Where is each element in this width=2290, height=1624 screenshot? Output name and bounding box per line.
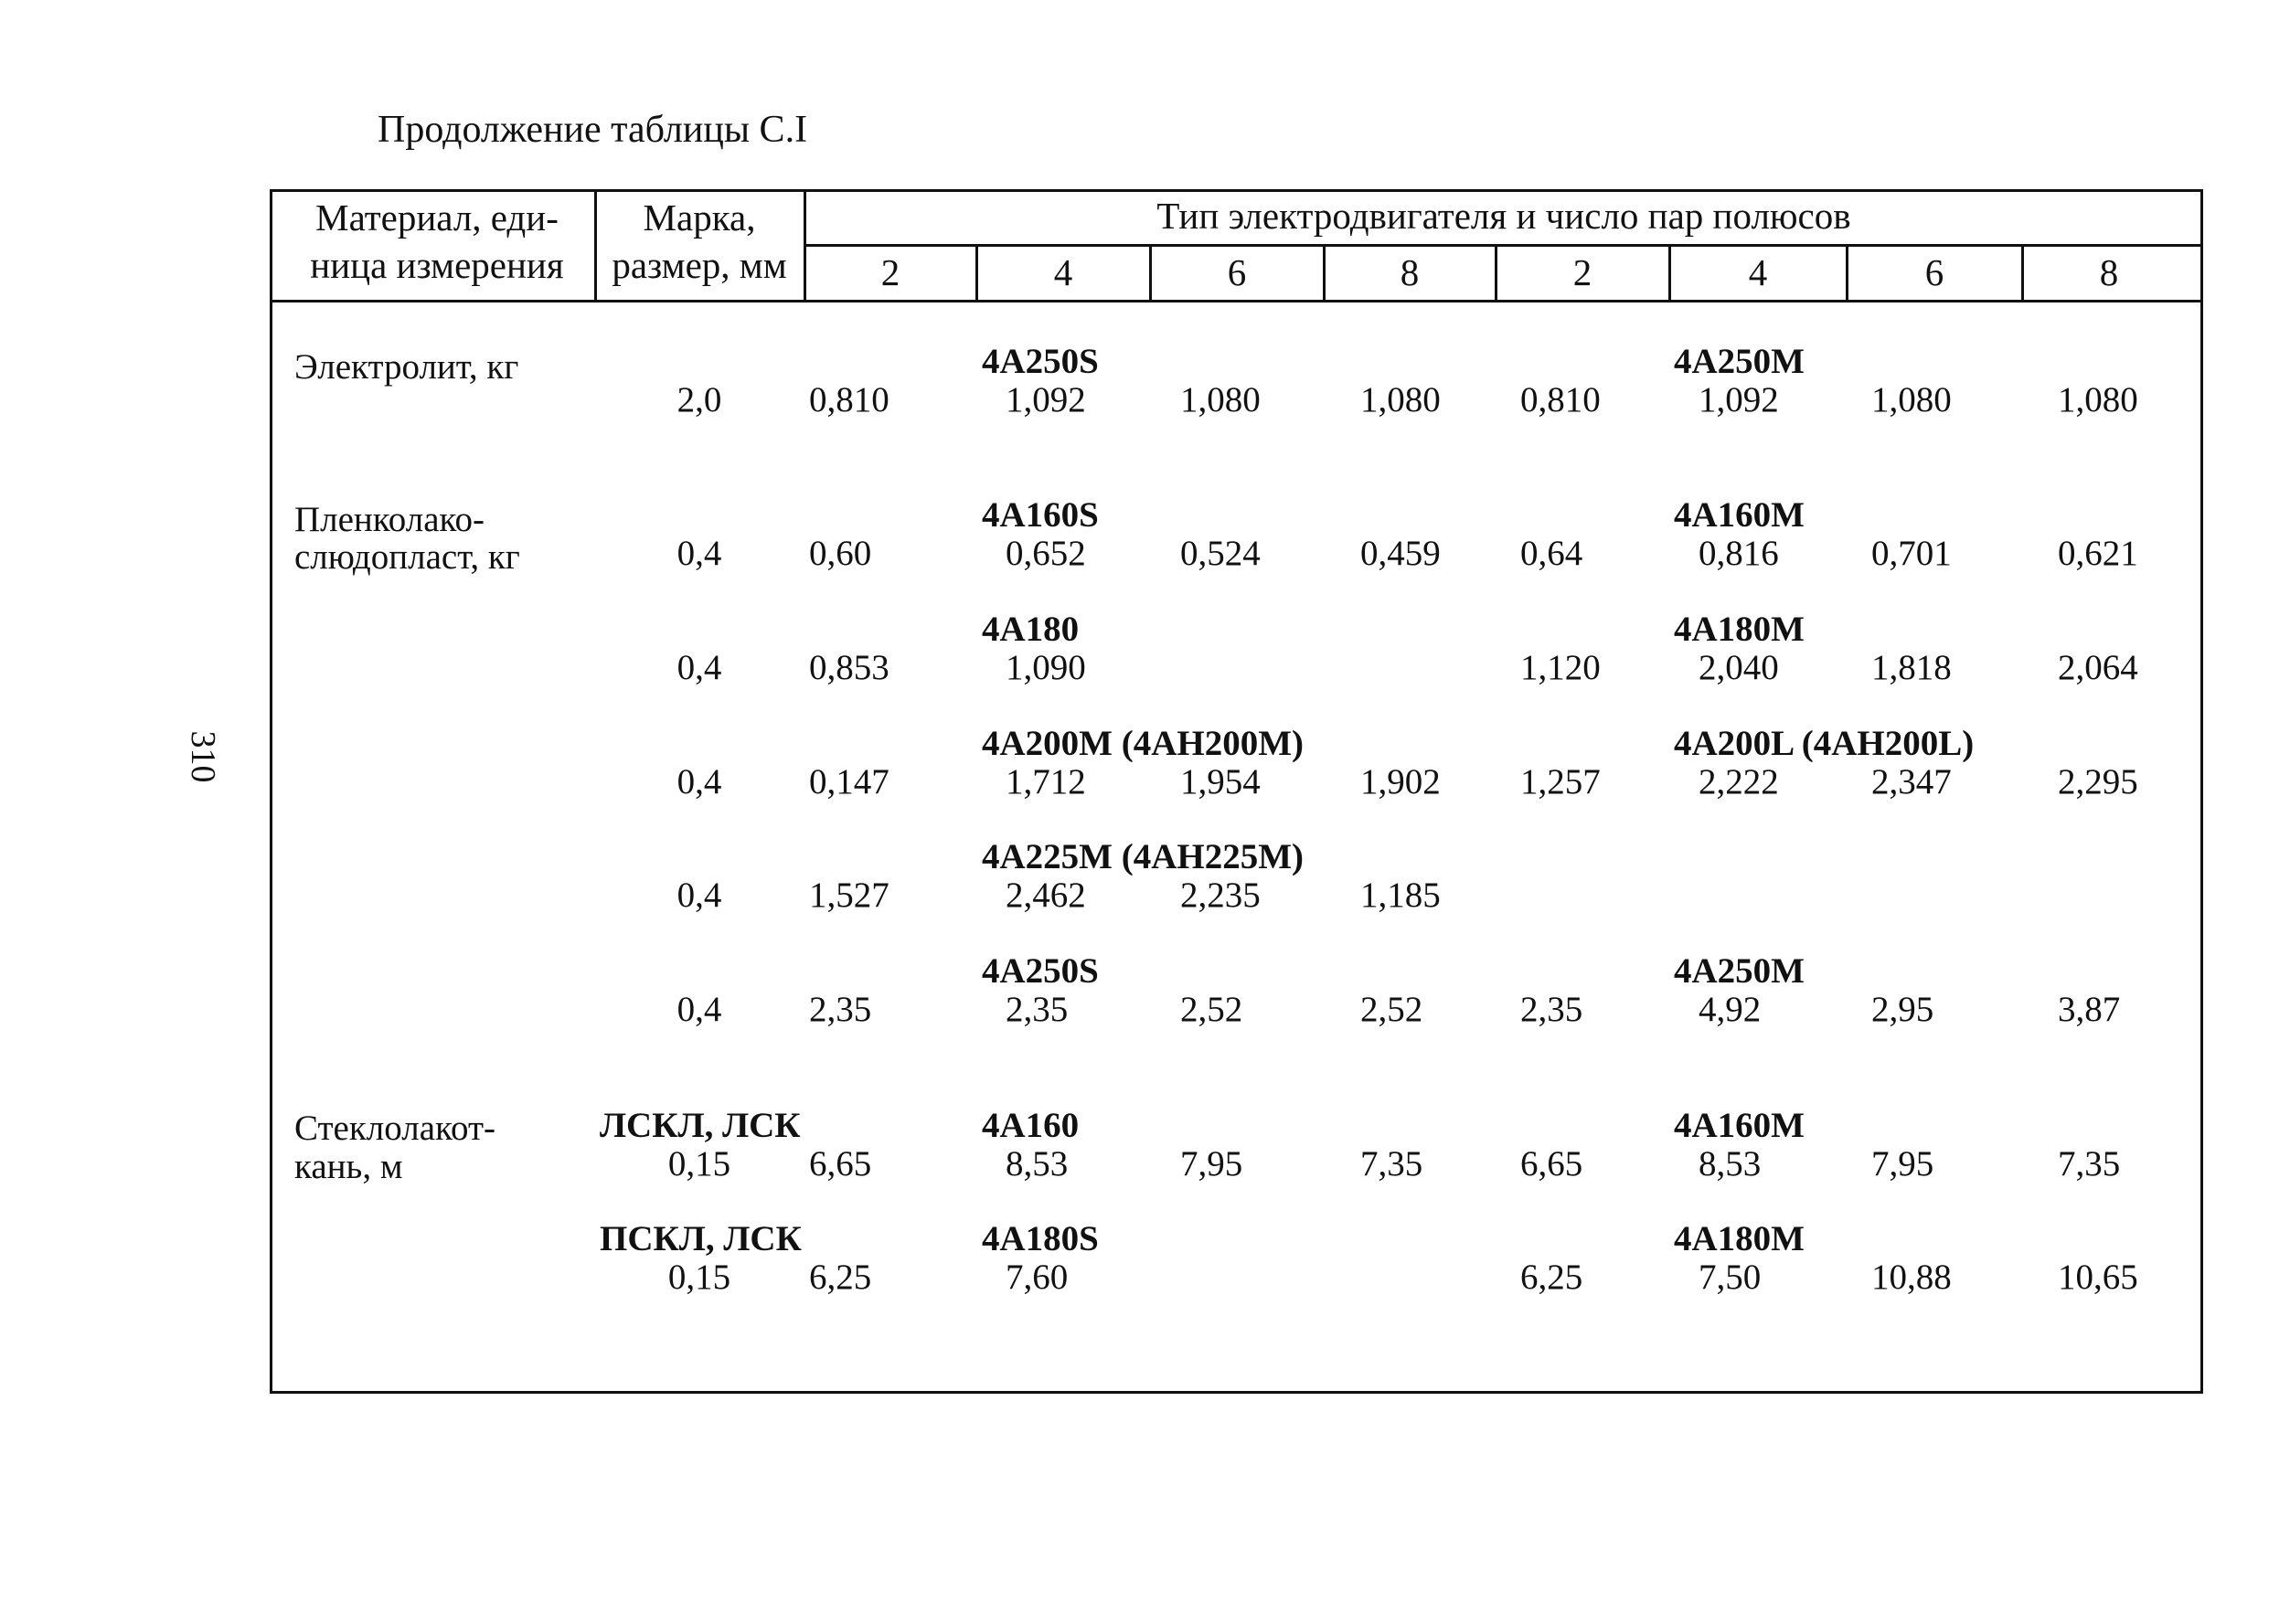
engine-type-a: 4А160 bbox=[982, 1106, 1080, 1145]
engine-type-a: 4А225М (4АН225М) bbox=[982, 837, 1305, 876]
size-value: 0,4 bbox=[676, 648, 722, 687]
table-cell: 0,853 bbox=[809, 648, 889, 687]
table-cell: 6,65 bbox=[809, 1144, 872, 1184]
table-cell: 2,52 bbox=[1180, 990, 1243, 1029]
table-cell: 1,954 bbox=[1180, 762, 1261, 801]
material-label: Пленколако- bbox=[294, 500, 485, 539]
table-cell: 0,810 bbox=[809, 380, 889, 419]
table-cell: 10,65 bbox=[2058, 1258, 2138, 1297]
engine-type-b: 4А250М bbox=[1674, 951, 1805, 991]
table-cell: 7,35 bbox=[2058, 1144, 2121, 1184]
table-cell: 3,87 bbox=[2058, 990, 2121, 1029]
table-cell: 1,902 bbox=[1360, 762, 1441, 801]
table-cell: 10,88 bbox=[1871, 1258, 1952, 1297]
pole-header: 6 bbox=[1227, 251, 1247, 293]
engine-type-a: 4А250S bbox=[982, 342, 1099, 381]
engine-type-a: 4А200М (4АН200М) bbox=[982, 724, 1305, 763]
col-divider-1 bbox=[594, 189, 597, 302]
table-cell: 1,092 bbox=[1006, 380, 1086, 419]
table-cell: 4,92 bbox=[1699, 990, 1762, 1029]
table-cell: 0,524 bbox=[1180, 534, 1261, 573]
table-cell: 2,52 bbox=[1360, 990, 1423, 1029]
pole-header: 4 bbox=[1053, 251, 1073, 293]
size-value: 0,4 bbox=[676, 876, 722, 915]
table-cell: 1,080 bbox=[1360, 380, 1441, 419]
material-label: слюдопласт, кг bbox=[294, 537, 520, 577]
table-cell: 0,810 bbox=[1520, 380, 1601, 419]
table-cell: 2,95 bbox=[1871, 990, 1934, 1029]
header-material-line1: Материал, еди- bbox=[315, 196, 559, 239]
size-value: 0,4 bbox=[676, 762, 722, 801]
table-cell: 1,092 bbox=[1699, 380, 1779, 419]
table-cell: 0,64 bbox=[1520, 534, 1583, 573]
table-cell: 0,621 bbox=[2058, 534, 2138, 573]
table-cell: 7,95 bbox=[1180, 1144, 1243, 1184]
brand-label: ЛСКЛ, ЛСК bbox=[600, 1106, 801, 1145]
table-cell: 0,60 bbox=[809, 534, 872, 573]
table-cell: 2,462 bbox=[1006, 876, 1086, 915]
table-cell: 1,818 bbox=[1871, 648, 1952, 687]
engine-type-a: 4А180S bbox=[982, 1219, 1099, 1258]
table-cell: 6,65 bbox=[1520, 1144, 1583, 1184]
size-value: 0,4 bbox=[676, 534, 722, 573]
table-cell: 2,347 bbox=[1871, 762, 1952, 801]
table-caption: Продолжение таблицы С.I bbox=[378, 109, 808, 151]
size-value: 0,15 bbox=[667, 1258, 731, 1297]
engine-type-a: 4А180 bbox=[982, 610, 1080, 649]
table-cell: 2,35 bbox=[809, 990, 872, 1029]
table-cell: 0,147 bbox=[809, 762, 889, 801]
header-bottom-rule bbox=[270, 300, 2203, 303]
pole-divider bbox=[2021, 244, 2024, 302]
table-cell: 2,35 bbox=[1006, 990, 1069, 1029]
table-cell: 1,080 bbox=[1180, 380, 1261, 419]
pole-header: 2 bbox=[1572, 251, 1592, 293]
engine-type-a: 4А250S bbox=[982, 951, 1099, 991]
engine-type-b: 4А180М bbox=[1674, 1219, 1805, 1258]
col-divider-2 bbox=[804, 189, 806, 302]
pole-divider bbox=[1495, 244, 1497, 302]
table-cell: 0,652 bbox=[1006, 534, 1086, 573]
table-cell: 7,95 bbox=[1871, 1144, 1934, 1184]
header-brand-line2: размер, мм bbox=[612, 244, 787, 286]
engine-type-a: 4А160S bbox=[982, 495, 1099, 535]
table-cell: 1,185 bbox=[1360, 876, 1441, 915]
table-cell: 1,527 bbox=[809, 876, 889, 915]
size-value: 2,0 bbox=[676, 380, 722, 419]
table-cell: 7,50 bbox=[1699, 1258, 1762, 1297]
size-value: 0,15 bbox=[667, 1144, 731, 1184]
table-cell: 2,222 bbox=[1699, 762, 1779, 801]
table-cell: 2,35 bbox=[1520, 990, 1583, 1029]
engine-type-b: 4А160М bbox=[1674, 495, 1805, 535]
table-cell: 0,701 bbox=[1871, 534, 1952, 573]
brand-label: ПСКЛ, ЛСК bbox=[600, 1219, 802, 1258]
table-cell: 6,25 bbox=[1520, 1258, 1583, 1297]
pole-header: 4 bbox=[1748, 251, 1768, 293]
table-cell: 8,53 bbox=[1699, 1144, 1762, 1184]
table-cell: 2,064 bbox=[2058, 648, 2138, 687]
pole-divider bbox=[1668, 244, 1671, 302]
table-cell: 2,040 bbox=[1699, 648, 1779, 687]
pole-divider bbox=[1149, 244, 1152, 302]
page-number: 310 bbox=[184, 730, 222, 783]
table-cell: 1,257 bbox=[1520, 762, 1601, 801]
material-label: кань, м bbox=[294, 1147, 403, 1186]
header-group-title: Тип электродвигателя и число пар полюсов bbox=[1156, 195, 1851, 237]
table-cell: 7,35 bbox=[1360, 1144, 1423, 1184]
table-cell: 6,25 bbox=[809, 1258, 872, 1297]
pole-divider bbox=[1846, 244, 1848, 302]
table-cell: 1,712 bbox=[1006, 762, 1086, 801]
table-cell: 1,120 bbox=[1520, 648, 1601, 687]
engine-type-b: 4А250М bbox=[1674, 342, 1805, 381]
pole-header: 2 bbox=[880, 251, 900, 293]
pole-header: 8 bbox=[1400, 251, 1420, 293]
pole-divider bbox=[1323, 244, 1326, 302]
table-cell: 2,235 bbox=[1180, 876, 1261, 915]
table-cell: 8,53 bbox=[1006, 1144, 1069, 1184]
engine-type-b: 4А200L (4АН200L) bbox=[1674, 724, 1975, 763]
header-brand-line1: Марка, bbox=[643, 196, 756, 239]
material-label: Электролит, кг bbox=[294, 347, 519, 387]
size-value: 0,4 bbox=[676, 990, 722, 1029]
pole-header: 6 bbox=[1924, 251, 1944, 293]
engine-type-b: 4А180М bbox=[1674, 610, 1805, 649]
material-label: Стеклолакот- bbox=[294, 1109, 496, 1148]
engine-type-b: 4А160М bbox=[1674, 1106, 1805, 1145]
group-header-rule bbox=[804, 244, 2203, 247]
table-cell: 2,295 bbox=[2058, 762, 2138, 801]
table-cell: 0,459 bbox=[1360, 534, 1441, 573]
pole-divider bbox=[975, 244, 978, 302]
table-cell: 1,080 bbox=[1871, 380, 1952, 419]
table-cell: 1,080 bbox=[2058, 380, 2138, 419]
header-material-line2: ница измерения bbox=[310, 244, 564, 286]
pole-header: 8 bbox=[2099, 251, 2119, 293]
table-cell: 0,816 bbox=[1699, 534, 1779, 573]
table-cell: 7,60 bbox=[1006, 1258, 1069, 1297]
table-cell: 1,090 bbox=[1006, 648, 1086, 687]
